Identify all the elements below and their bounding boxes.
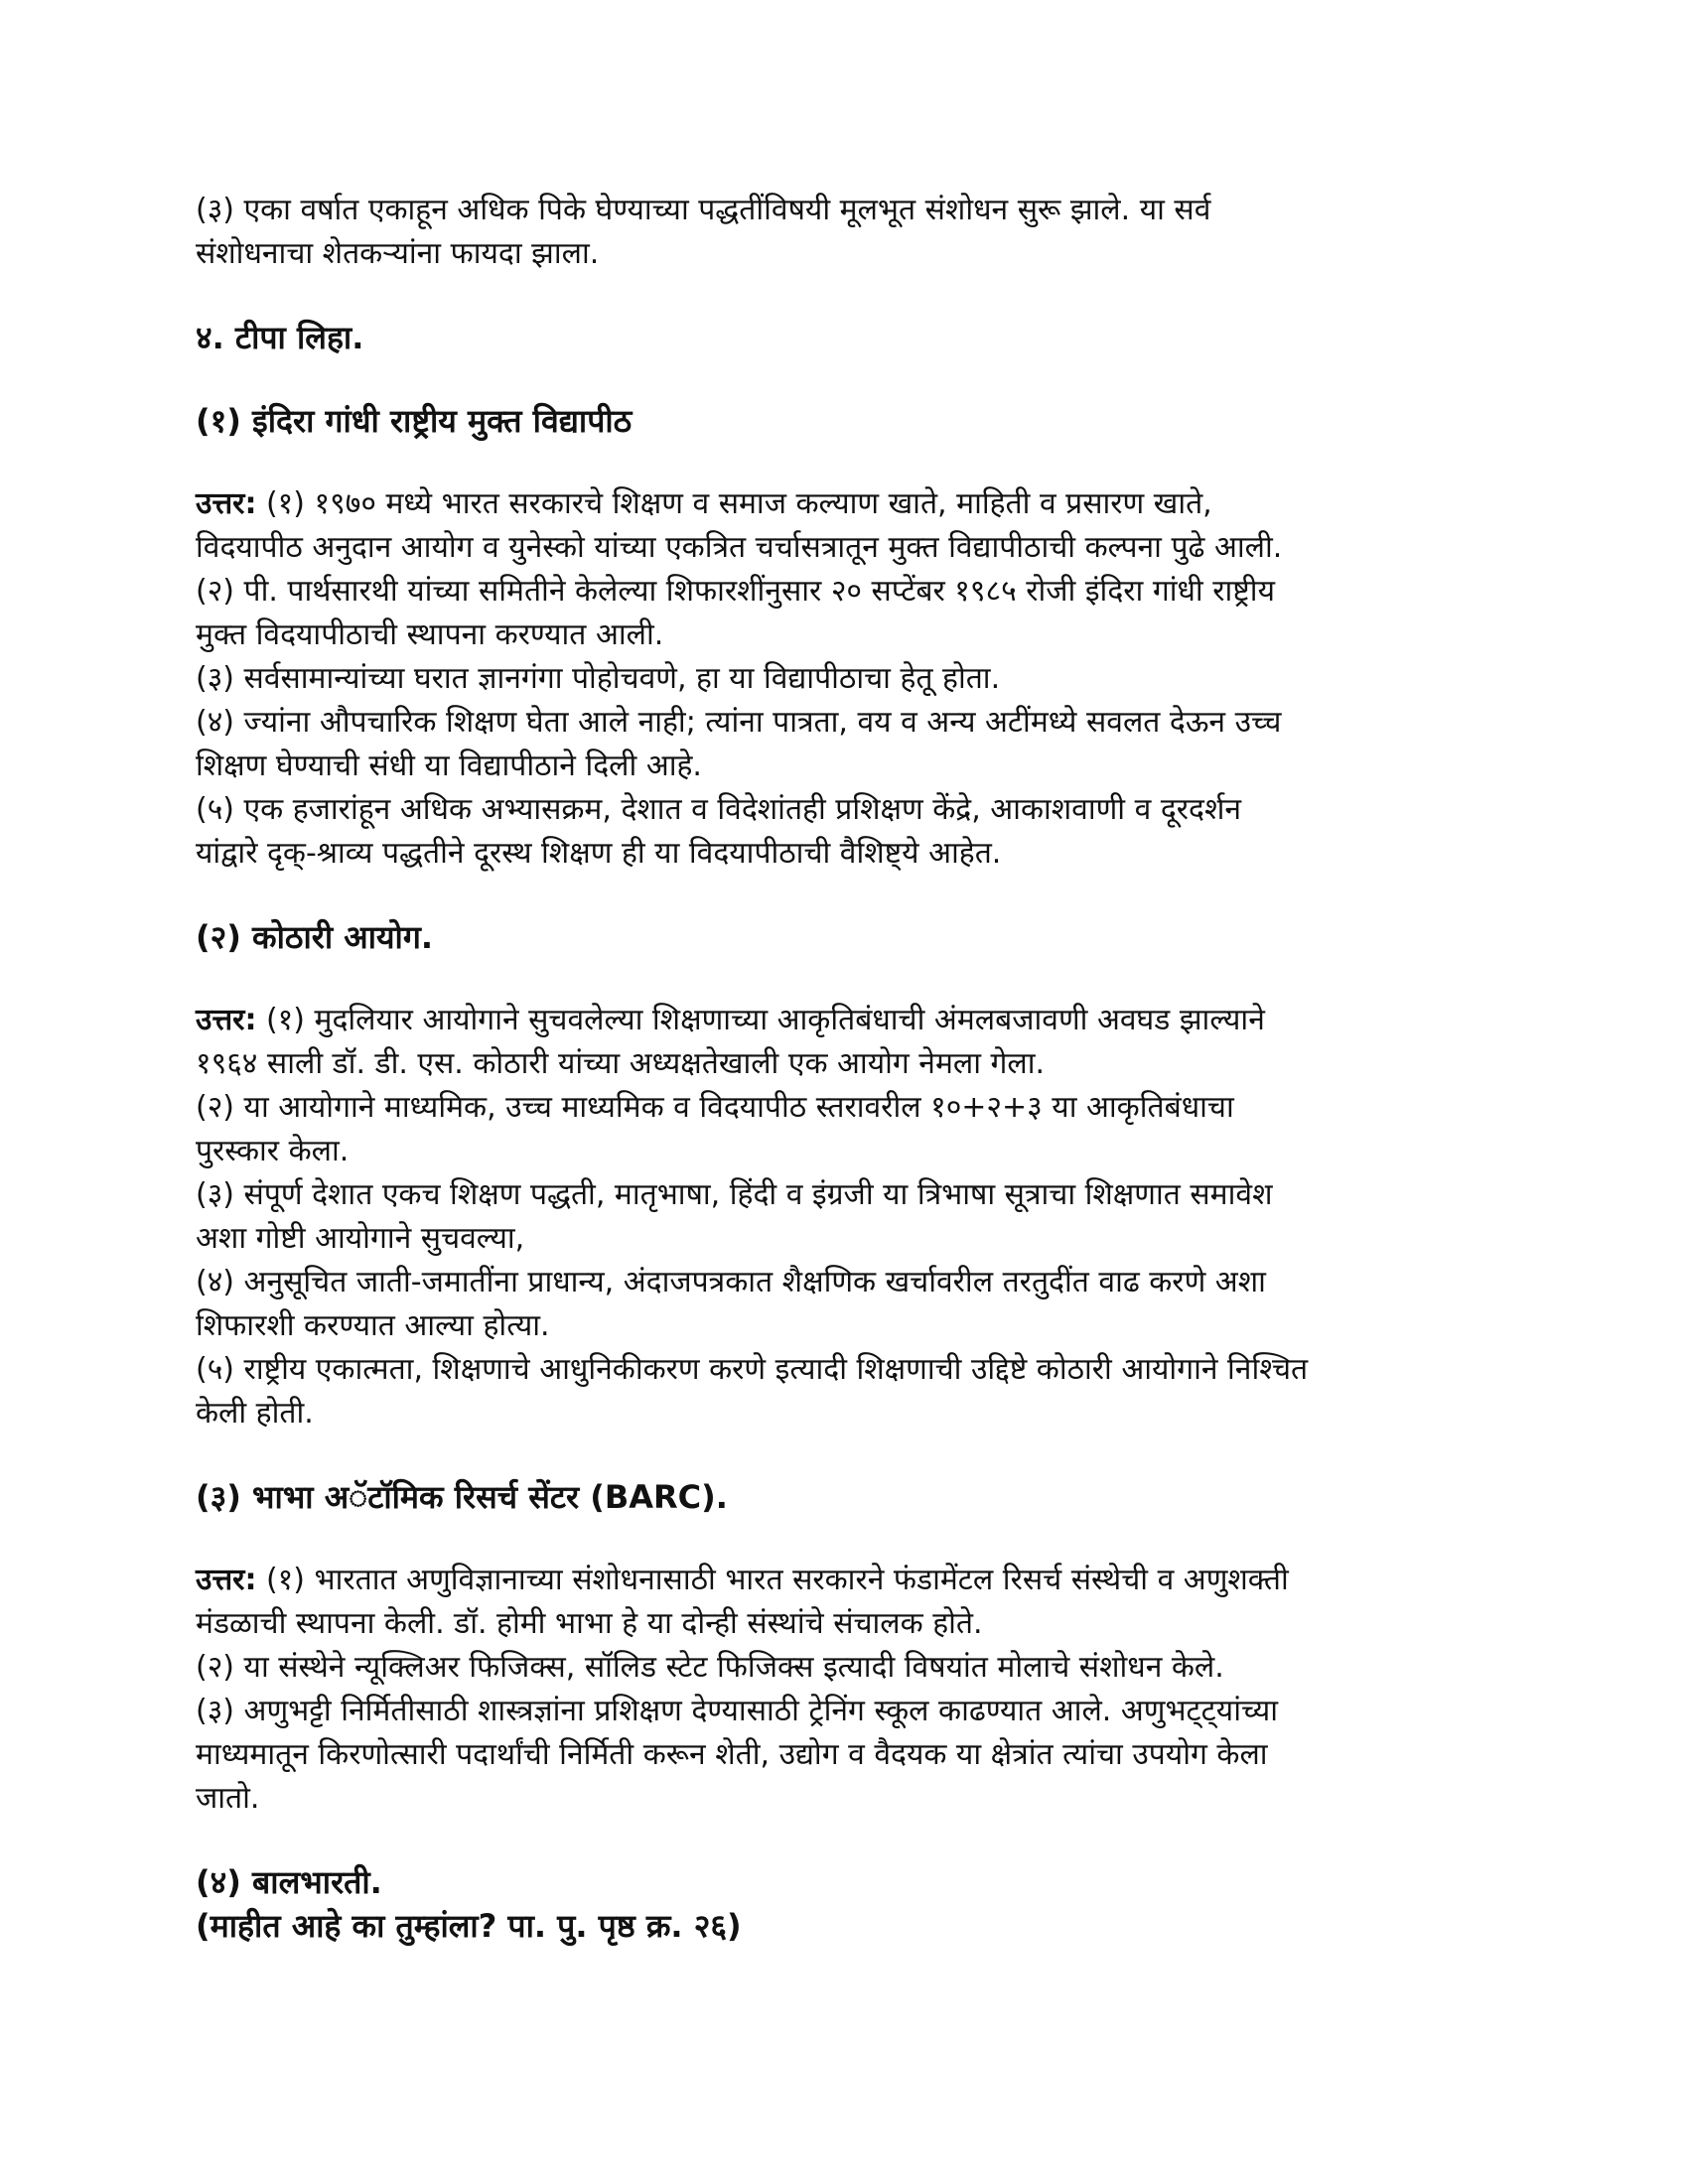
topic-title: (१) इंदिरा गांधी राष्ट्रीय मुक्त विद्यापीठ [196,402,633,440]
text-line: संशोधनाचा शेतकऱ्यांना फायदा झाला. [196,236,600,271]
text-line: (३) संपूर्ण देशात एकच शिक्षण पद्धती, मातृभाषा, हिंदी व इंग्रजी या त्रिभाषा सूत्राचा शिक्षणात समावेश [196,1177,1273,1212]
text-line: केली होती. [196,1396,314,1431]
topic-answer [196,482,1516,876]
topic-title: (४) बालभारती. [196,1863,382,1901]
text-line: शिक्षण घेण्याची संधी या विद्यापीठाने दिली आहे. [196,749,702,783]
text-line: पुरस्कार केला. [196,1134,350,1168]
text-line: (२) या संस्थेने न्यूक्लिअर फिजिक्स, सॉलिड स्टेट फिजिक्स इत्यादी विषयांत मोलाचे संशोधन केले. [196,1650,1224,1685]
section-title: ४. टीपा लिहा. [196,319,364,356]
text-line: (२) पी. पार्थसारथी यांच्या समितीने केलेल्या शिफारशींनुसार २० सप्टेंबर १९८५ रोजी इंदिरा गांधी राष्ट्रीय [196,574,1275,609]
text-line: (४) ज्यांना औपचारिक शिक्षण घेता आले नाही; त्यांना पात्रता, वय व अन्य अटींमध्ये सवलत देऊन उच्च [196,705,1282,740]
topic-subtitle: (माहीत आहे का तुम्हांला? पा. पु. पृष्ठ क्र. २६) [196,1907,742,1945]
answer-label: उत्तर: [196,1003,257,1037]
text-line: (४) अनुसूचित जाती-जमातींना प्राधान्य, अंदाजपत्रकात शैक्षणिक खर्चावरील तरतुदींत वाढ करणे अशा [196,1265,1266,1299]
text-line: जातो. [196,1781,260,1816]
topic-title: (२) कोठारी आयोग. [196,918,434,956]
text-line: (३) सर्वसामान्यांच्या घरात ज्ञानगंगा पोहोचवणे, हा या विद्यापीठाचा हेतू होता. [196,661,1001,696]
text-line: (१) १९७० मध्ये भारत सरकारचे शिक्षण व समाज कल्याण खाते, माहिती व प्रसारण खाते, [256,486,1212,521]
intro-paragraph [196,189,1516,276]
final-heading [196,1860,1516,1948]
text-line: मंडळाची स्थापना केली. डॉ. होमी भाभा हे या दोन्ही संस्थांचे संचालक होते. [196,1606,983,1641]
text-line: विदयापीठ अनुदान आयोग व युनेस्को यांच्या एकत्रित चर्चासत्रातून मुक्त विद्यापीठाची कल्पना पुढे आली. [196,530,1283,565]
text-line: अशा गोष्टी आयोगाने सुचवल्या, [196,1221,525,1256]
document-page [196,189,1516,1948]
answer-label: उत्तर: [196,1563,257,1597]
text-line: (२) या आयोगाने माध्यमिक, उच्च माध्यमिक व विदयापीठ स्तरावरील १०+२+३ या आकृतिबंधाचा [196,1090,1234,1125]
text-line: (५) एक हजारांहून अधिक अभ्यासक्रम, देशात व विदेशांतही प्रशिक्षण केंद्रे, आकाशवाणी व दूरदर्शन [196,792,1242,827]
topic-answer [196,1559,1516,1821]
text-line: यांद्वारे दृक्-श्राव्य पद्धतीने दूरस्थ शिक्षण ही या विदयापीठाची वैशिष्ट्ये आहेत. [196,836,1002,871]
text-line: (५) राष्ट्रीय एकात्मता, शिक्षणाचे आधुनिकीकरण करणे इत्यादी शिक्षणाची उद्दिष्टे कोठारी आयोगाने निश्चित [196,1352,1309,1387]
text-line: शिफारशी करण्यात आल्या होत्या. [196,1308,550,1343]
answer-label: उत्तर: [196,486,257,521]
text-line: १९६४ साली डॉ. डी. एस. कोठारी यांच्या अध्यक्षतेखाली एक आयोग नेमला गेला. [196,1046,1046,1081]
text-line: (१) भारतात अणुविज्ञानाच्या संशोधनासाठी भारत सरकारने फंडामेंटल रिसर्च संस्थेची व अणुशक्ती [256,1563,1289,1597]
topic-answer [196,999,1516,1435]
text-line: (३) एका वर्षात एकाहून अधिक पिके घेण्याच्या पद्धतींविषयी मूलभूत संशोधन सुरू झाले. या सर्व [196,193,1211,227]
topic-title: (३) भाभा अॅटॉमिक रिसर्च सेंटर (BARC). [196,1478,728,1516]
text-line: मुक्त विदयापीठाची स्थापना करण्यात आली. [196,617,664,652]
text-line: (१) मुदलियार आयोगाने सुचवलेल्या शिक्षणाच्या आकृतिबंधाची अंमलबजावणी अवघड झाल्याने [256,1003,1265,1037]
text-line: माध्यमातून किरणोत्सारी पदार्थांची निर्मिती करून शेती, उद्योग व वैदयक या क्षेत्रांत त्यांचा उपयोग केला [196,1737,1268,1772]
text-line: (३) अणुभट्टी निर्मितीसाठी शास्त्रज्ञांना प्रशिक्षण देण्यासाठी ट्रेनिंग स्कूल काढण्यात आले. अणुभट्ट्यांच्या [196,1694,1279,1728]
